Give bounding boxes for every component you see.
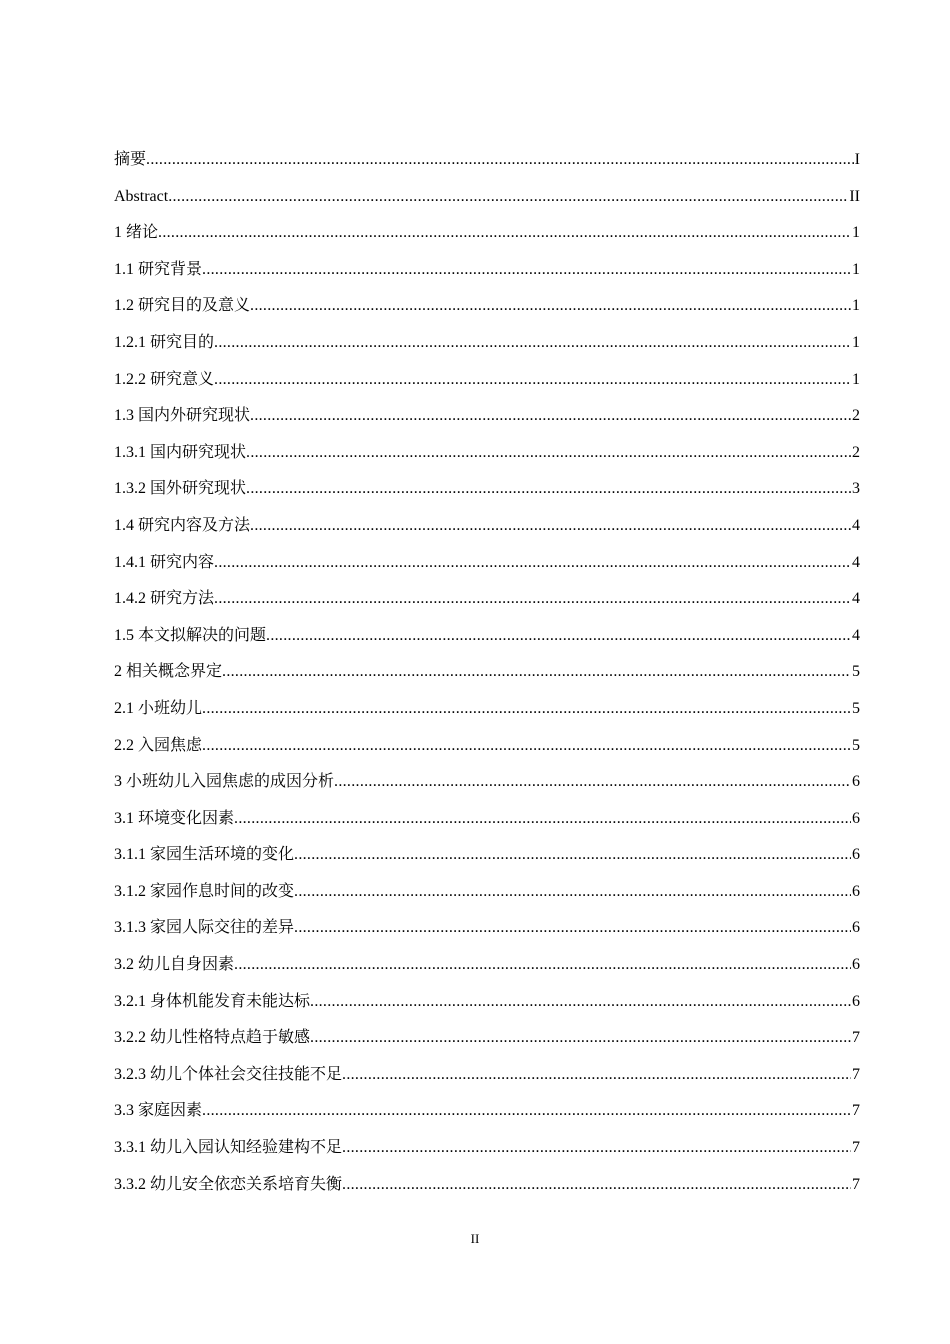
toc-entry-page: 7 — [852, 1102, 860, 1120]
toc-entry-title: 3.3.2 幼儿安全依恋关系培育失衡 — [114, 1175, 343, 1193]
toc-entry-page: 2 — [852, 443, 860, 461]
toc-dot-leader — [250, 398, 851, 435]
toc-entry-page: 1 — [852, 333, 860, 351]
toc-entry[interactable] — [114, 435, 860, 472]
toc-entry-title: 3.2.3 幼儿个体社会交往技能不足 — [114, 1065, 343, 1083]
toc-entry[interactable] — [114, 471, 860, 508]
toc-entry[interactable] — [114, 581, 860, 618]
toc-entry-page: I — [854, 151, 860, 168]
toc-entry-title: 3.2.2 幼儿性格特点趋于敏感 — [114, 1029, 311, 1047]
toc-entry-page: 1 — [852, 370, 860, 388]
toc-dot-leader — [168, 179, 848, 216]
toc-entry-page: 2 — [852, 407, 860, 425]
toc-entry-page: 6 — [852, 809, 860, 827]
toc-dot-leader — [246, 435, 851, 472]
toc-entry-page: 1 — [852, 224, 860, 242]
toc-dot-leader — [202, 1093, 851, 1130]
toc-dot-leader — [202, 252, 851, 289]
toc-entry-title: 1.5 本文拟解决的问题 — [114, 626, 267, 644]
toc-dot-leader — [342, 1057, 851, 1094]
toc-entry[interactable] — [114, 1167, 860, 1204]
toc-entry-page: 1 — [852, 260, 860, 278]
toc-entry-title: 3 小班幼儿入园焦虑的成因分析 — [114, 773, 335, 791]
toc-entry-page: 5 — [852, 663, 860, 681]
toc-entry[interactable] — [114, 764, 860, 801]
toc-entry[interactable] — [114, 910, 860, 947]
toc-entry-title: 摘要 — [114, 151, 147, 168]
toc-entry[interactable] — [114, 801, 860, 838]
toc-entry-title: 1.1 研究背景 — [114, 260, 203, 278]
toc-entry[interactable] — [114, 508, 860, 545]
toc-entry[interactable] — [114, 691, 860, 728]
toc-dot-leader — [202, 691, 851, 728]
toc-entry[interactable] — [114, 215, 860, 252]
toc-dot-leader — [342, 1167, 851, 1204]
toc-dot-leader — [202, 728, 851, 765]
toc-entry-page: 6 — [852, 992, 860, 1010]
toc-entry-title: 1.2 研究目的及意义 — [114, 297, 251, 315]
toc-entry-page: 6 — [852, 773, 860, 791]
toc-entry-title: 2 相关概念界定 — [114, 663, 223, 681]
toc-entry-page: 6 — [852, 846, 860, 864]
toc-entry-title: 1.3 国内外研究现状 — [114, 407, 251, 425]
toc-entry-title: 1.4 研究内容及方法 — [114, 516, 251, 534]
toc-entry-title: 1.4.2 研究方法 — [114, 590, 215, 608]
toc-dot-leader — [214, 581, 851, 618]
toc-dot-leader — [234, 947, 851, 984]
toc-entry[interactable] — [114, 984, 860, 1021]
toc-entry[interactable] — [114, 362, 860, 399]
toc-dot-leader — [334, 764, 851, 801]
toc-entry-page: 4 — [852, 590, 860, 608]
toc-entry-page: 4 — [852, 516, 860, 534]
toc-entry-title: 1.2.2 研究意义 — [114, 370, 215, 388]
toc-entry[interactable] — [114, 874, 860, 911]
toc-entry-page: 4 — [852, 626, 860, 644]
toc-entry-title: 1.2.1 研究目的 — [114, 333, 215, 351]
toc-dot-leader — [246, 471, 851, 508]
toc-dot-leader — [250, 508, 851, 545]
toc-entry[interactable] — [114, 1093, 860, 1130]
toc-entry[interactable] — [114, 728, 860, 765]
toc-entry[interactable] — [114, 325, 860, 362]
toc-dot-leader — [158, 215, 851, 252]
toc-dot-leader — [294, 874, 851, 911]
toc-entry-title: 3.3.1 幼儿入园认知经验建构不足 — [114, 1139, 343, 1157]
toc-entry[interactable] — [114, 179, 860, 216]
toc-dot-leader — [214, 545, 851, 582]
toc-entry[interactable] — [114, 947, 860, 984]
toc-entry-title: 1.3.1 国内研究现状 — [114, 443, 247, 461]
toc-entry[interactable] — [114, 837, 860, 874]
toc-dot-leader — [250, 288, 851, 325]
toc-entry-title: 3.3 家庭因素 — [114, 1102, 203, 1120]
toc-dot-leader — [294, 910, 851, 947]
toc-entry-page: 1 — [852, 297, 860, 315]
toc-entry-title: 3.1.1 家园生活环境的变化 — [114, 846, 295, 864]
toc-dot-leader — [214, 325, 851, 362]
toc-entry[interactable] — [114, 618, 860, 655]
page-number: II — [470, 1231, 480, 1246]
toc-entry-title: 2.1 小班幼儿 — [114, 699, 203, 717]
toc-entry[interactable] — [114, 1020, 860, 1057]
toc-entry[interactable] — [114, 545, 860, 582]
toc-entry-page: 7 — [852, 1175, 860, 1193]
toc-entry[interactable] — [114, 1057, 860, 1094]
table-of-contents — [114, 142, 860, 1203]
toc-entry-title: 2.2 入园焦虑 — [114, 736, 203, 754]
toc-entry[interactable] — [114, 654, 860, 691]
toc-entry-page: 6 — [852, 919, 860, 937]
toc-dot-leader — [294, 837, 851, 874]
toc-entry-page: 5 — [852, 736, 860, 754]
toc-entry[interactable] — [114, 252, 860, 289]
toc-entry-page: 3 — [852, 480, 860, 498]
toc-dot-leader — [146, 142, 854, 179]
toc-entry-page: 6 — [852, 956, 860, 974]
toc-entry-title: 3.1.2 家园作息时间的改变 — [114, 882, 295, 900]
toc-entry-title: 1 绪论 — [114, 224, 159, 242]
toc-dot-leader — [310, 984, 851, 1021]
toc-entry-title: 3.2 幼儿自身因素 — [114, 956, 235, 974]
toc-entry-page: 6 — [852, 882, 860, 900]
toc-entry[interactable] — [114, 398, 860, 435]
toc-entry-title: 1.4.1 研究内容 — [114, 553, 215, 571]
toc-entry-title: Abstract — [114, 187, 169, 205]
toc-dot-leader — [234, 801, 851, 838]
toc-entry-page: 7 — [852, 1065, 860, 1083]
toc-dot-leader — [266, 618, 851, 655]
toc-entry[interactable] — [114, 1130, 860, 1167]
toc-dot-leader — [222, 654, 851, 691]
toc-entry[interactable] — [114, 142, 860, 179]
toc-entry-page: 7 — [852, 1139, 860, 1157]
toc-entry-title: 3.1 环境变化因素 — [114, 809, 235, 827]
toc-dot-leader — [310, 1020, 851, 1057]
toc-entry-page: 7 — [852, 1029, 860, 1047]
toc-entry-page: II — [849, 187, 860, 205]
toc-entry-page: 5 — [852, 699, 860, 717]
toc-entry-title: 3.2.1 身体机能发育未能达标 — [114, 992, 311, 1010]
toc-entry-title: 1.3.2 国外研究现状 — [114, 480, 247, 498]
toc-entry[interactable] — [114, 288, 860, 325]
toc-dot-leader — [214, 362, 851, 399]
toc-dot-leader — [342, 1130, 851, 1167]
toc-entry-title: 3.1.3 家园人际交往的差异 — [114, 919, 295, 937]
toc-entry-page: 4 — [852, 553, 860, 571]
